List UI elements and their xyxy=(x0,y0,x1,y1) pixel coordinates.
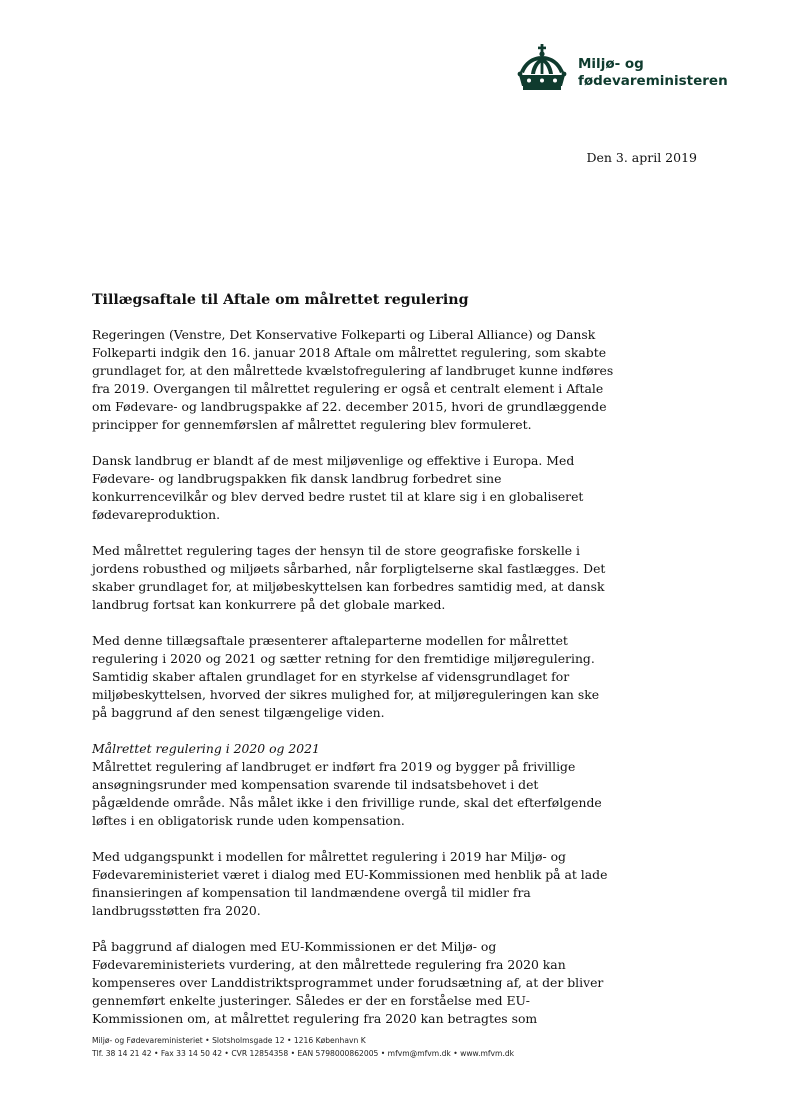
ministry-name-line1: Miljø- og xyxy=(578,56,644,72)
text-line: fødevareproduktion. xyxy=(92,507,221,522)
text-line: finansieringen af kompensation til landmændene overgå til midler fra xyxy=(92,885,531,900)
page-footer xyxy=(92,1034,514,1060)
footer-contact: Tlf. 38 14 21 42 • Fax 33 14 50 42 • CVR 12854358 • EAN 5798000862005 • mfvm@mfvm.dk • www.mfvm.dk xyxy=(92,1049,515,1058)
text-line: løftes i en obligatorisk runde uden kompensation. xyxy=(92,813,405,828)
text-line: pågældende område. Nås målet ikke i den frivillige runde, skal det efterfølgende xyxy=(92,795,602,810)
text-line: Regeringen (Venstre, Det Konservative Folkeparti og Liberal Alliance) og Dansk xyxy=(92,327,596,342)
text-line: gennemført enkelte justeringer. Således er der en forståelse med EU- xyxy=(92,993,530,1008)
text-line: landbrug fortsat kan konkurrere på det globale marked. xyxy=(92,597,446,612)
text-line: landbrugsstøtten fra 2020. xyxy=(92,903,261,918)
text-line: Fødevareministeriets vurdering, at den målrettede regulering fra 2020 kan xyxy=(92,957,566,972)
text-line: fra 2019. Overgangen til målrettet regulering er også et centralt element i Aftale xyxy=(92,381,604,396)
text-line: Samtidig skaber aftalen grundlaget for en styrkelse af vidensgrundlaget for xyxy=(92,669,570,684)
paragraph xyxy=(92,452,582,524)
text-line: Folkeparti indgik den 16. januar 2018 Aftale om målrettet regulering, som skabte xyxy=(92,345,607,360)
text-line: principper for gennemførslen af målrettet regulering blev formuleret. xyxy=(92,417,532,432)
footer-address: Miljø- og Fødevareministeriet • Slotsholmsgade 12 • 1216 København K xyxy=(92,1036,366,1045)
text-line: Med udgangspunkt i modellen for målrettet regulering i 2019 har Miljø- og xyxy=(92,849,566,864)
text-line: På baggrund af dialogen med EU-Kommissionen er det Miljø- og xyxy=(92,939,497,954)
text-line: på baggrund af den senest tilgængelige viden. xyxy=(92,705,385,720)
text-line: grundlaget for, at den målrettede kvælstofregulering af landbruget kunne indføres xyxy=(92,363,614,378)
text-line: skaber grundlaget for, at miljøbeskyttelsen kan forbedres samtidig med, at dansk xyxy=(92,579,605,594)
text-line: kompenseres over Landdistriktsprogrammet under forudsætning af, at der bliver xyxy=(92,975,604,990)
paragraph xyxy=(92,740,602,830)
paragraph xyxy=(92,542,606,614)
text-line: om Fødevare- og landbrugspakke af 22. december 2015, hvori de grundlæggende xyxy=(92,399,607,414)
paragraph-list xyxy=(92,326,614,1028)
letter-date: Den 3. april 2019 xyxy=(586,150,697,165)
ministry-name xyxy=(578,56,728,90)
paragraph xyxy=(92,938,604,1028)
text-line: Med denne tillægsaftale præsenterer aftaleparterne modellen for målrettet xyxy=(92,633,568,648)
text-line: Med målrettet regulering tages der hensyn til de store geografiske forskelle i xyxy=(92,543,581,558)
text-line: regulering i 2020 og 2021 og sætter retning for den fremtidige miljøregulering. xyxy=(92,651,595,666)
text-line: Dansk landbrug er blandt af de mest miljøvenlige og effektive i Europa. Med xyxy=(92,453,575,468)
paragraph xyxy=(92,632,600,722)
text-line: jordens robusthed og miljøets sårbarhed, når forpligtelserne skal fastlægges. Det xyxy=(92,561,606,576)
text-line: Fødevare- og landbrugspakken fik dansk landbrug forbedret sine xyxy=(92,471,502,486)
paragraph xyxy=(92,848,608,920)
document-body xyxy=(92,290,614,1046)
text-line: miljøbeskyttelsen, hvorved der sikres mulighed for, at miljøreguleringen kan ske xyxy=(92,687,600,702)
paragraph xyxy=(92,326,614,434)
section-heading: Målrettet regulering i 2020 og 2021 xyxy=(92,741,320,756)
text-line: ansøgningsrunder med kompensation svarende til indsatsbehovet i det xyxy=(92,777,539,792)
document-title: Tillægsaftale til Aftale om målrettet regulering xyxy=(92,292,469,308)
text-line: Fødevareministeriet været i dialog med EU-Kommissionen med henblik på at lade xyxy=(92,867,608,882)
text-line: Kommissionen om, at målrettet regulering fra 2020 kan betragtes som xyxy=(92,1011,538,1026)
crown-icon xyxy=(516,44,568,92)
ministry-name-line2: fødevareministeren xyxy=(578,73,728,89)
text-line: konkurrencevilkår og blev derved bedre rustet til at klare sig i en globaliseret xyxy=(92,489,584,504)
ministry-logo xyxy=(516,44,736,94)
text-line: Målrettet regulering af landbruget er indført fra 2019 og bygger på frivillige xyxy=(92,759,576,774)
